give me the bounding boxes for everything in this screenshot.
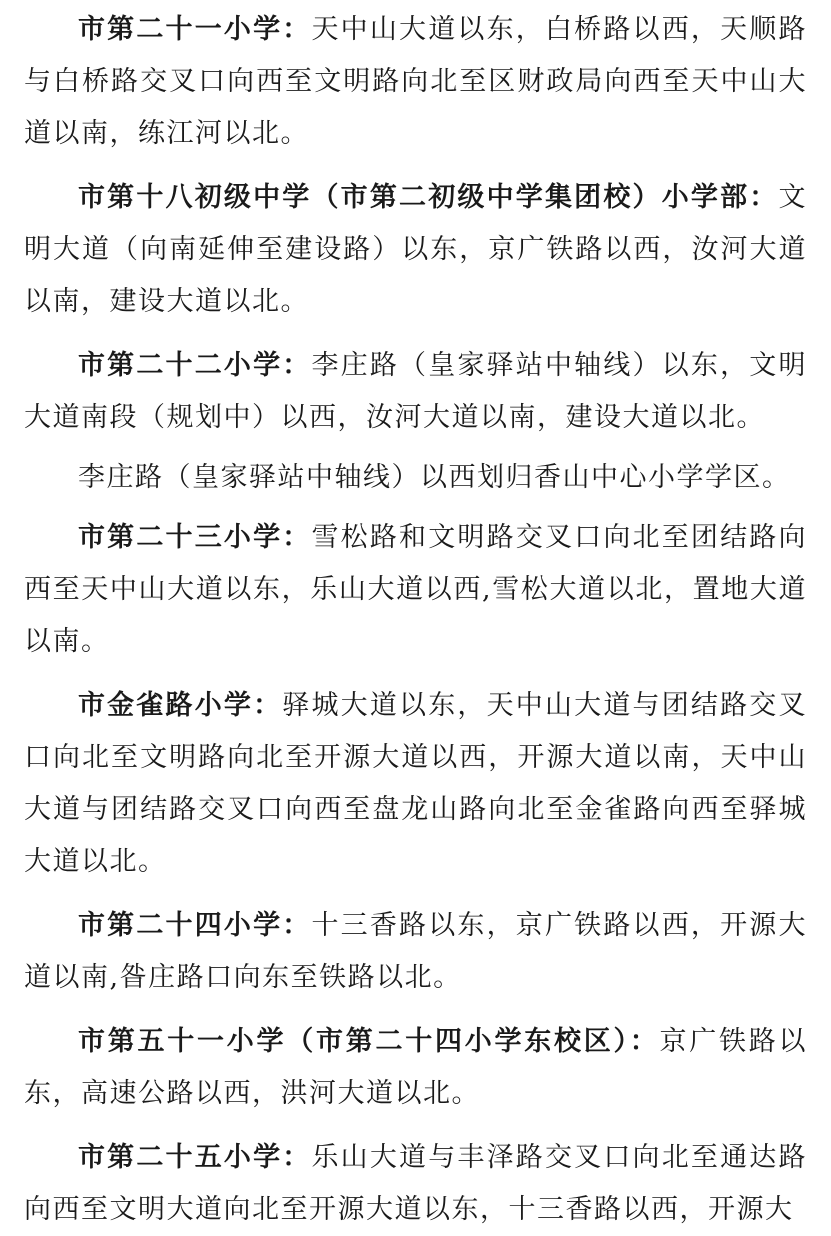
paragraph-school-23 bbox=[24, 512, 807, 668]
school-name: 市第二十二小学： bbox=[78, 350, 312, 381]
paragraph-school-22-note bbox=[24, 452, 807, 504]
school-name: 市第二十五小学： bbox=[78, 1142, 312, 1173]
school-name: 市金雀路小学： bbox=[78, 690, 283, 721]
district-description: 文明大道（向南延伸至建设路）以东，京广铁路以西，汝河大道以南，建设大道以北。 bbox=[24, 182, 807, 317]
district-description: 京广铁路以东，高速公路以西，洪河大道以北。 bbox=[24, 1026, 807, 1109]
district-description: 雪松路和文明路交叉口向北至团结路向西至天中山大道以东，乐山大道以西,雪松大道以北，置地大道以南。 bbox=[24, 522, 807, 657]
paragraph-school-51 bbox=[24, 1016, 807, 1120]
paragraph-school-21 bbox=[24, 4, 807, 160]
paragraph-school-25 bbox=[24, 1132, 807, 1236]
paragraph-school-24 bbox=[24, 900, 807, 1004]
district-description: 乐山大道与丰泽路交叉口向北至通达路向西至文明大道向北至开源大道以东，十三香路以西，开源大 bbox=[24, 1142, 807, 1225]
district-note: 李庄路（皇家驿站中轴线）以西划归香山中心小学学区。 bbox=[78, 462, 791, 493]
school-name: 市第十八初级中学（市第二初级中学集团校）小学部： bbox=[78, 182, 779, 213]
district-description: 李庄路（皇家驿站中轴线）以东，文明大道南段（规划中）以西，汝河大道以南，建设大道以北。 bbox=[24, 350, 807, 433]
district-description: 驿城大道以东，天中山大道与团结路交叉口向北至文明路向北至开源大道以西，开源大道以南，天中山大道与团结路交叉口向西至盘龙山路向北至金雀路向西至驿城大道以北。 bbox=[24, 690, 807, 877]
paragraph-school-18-middle bbox=[24, 172, 807, 328]
district-description: 十三香路以东，京广铁路以西，开源大道以南,昝庄路口向东至铁路以北。 bbox=[24, 910, 807, 993]
district-description: 天中山大道以东，白桥路以西，天顺路与白桥路交叉口向西至文明路向北至区财政局向西至天中山大道以南，练江河以北。 bbox=[24, 14, 807, 149]
school-name: 市第二十三小学： bbox=[78, 522, 312, 553]
school-name: 市第二十一小学： bbox=[78, 14, 312, 45]
paragraph-school-22 bbox=[24, 340, 807, 444]
paragraph-jinquelu-school bbox=[24, 680, 807, 888]
school-name: 市第二十四小学： bbox=[78, 910, 312, 941]
school-name: 市第五十一小学（市第二十四小学东校区）： bbox=[78, 1026, 660, 1057]
